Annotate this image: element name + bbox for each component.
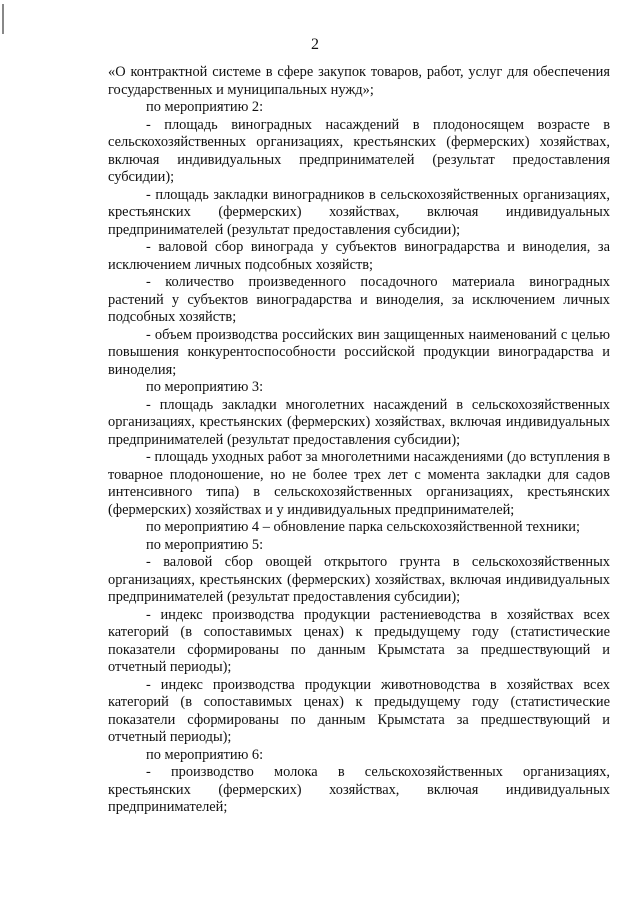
paragraph: - валовой сбор овощей открытого грунта в сельскохозяйственных организациях, крестьянских (фермерских) хозяйствах, включая индивидуальных предпринимателей (результат предоставления субсидии); bbox=[108, 554, 610, 605]
paragraph: - объем производства российских вин защищенных наименований с целью повышения конкурентоспособности российской продукции виноградарства и виноделия; bbox=[108, 326, 610, 378]
document-body bbox=[108, 64, 610, 817]
paragraph: - площадь закладки виноградников в сельскохозяйственных организациях, крестьянских (фермерских) хозяйствах, включая индивидуальных предпринимателей (результат предоставления субсидии); bbox=[108, 186, 610, 238]
paragraph: - производство молока в сельскохозяйственных организациях, крестьянских (фермерских) хозяйствах, включая индивидуальных предпринимателей; bbox=[108, 764, 610, 815]
paragraph: - количество произведенного посадочного материала виноградных растений у субъектов виноградарства и виноделия, за исключением личных подсобных хозяйств; bbox=[108, 274, 610, 325]
page-number: 2 bbox=[311, 36, 319, 53]
paragraph: по мероприятию 3: bbox=[146, 379, 264, 395]
paragraph: - валовой сбор винограда у субъектов виноградарства и виноделия, за исключением личных подсобных хозяйств; bbox=[108, 239, 610, 273]
paragraph: «О контрактной системе в сфере закупок товаров, работ, услуг для обеспечения государственных и муниципальных нужд»; bbox=[108, 64, 610, 98]
paragraph: - площадь закладки многолетних насаждений в сельскохозяйственных организациях, крестьянских (фермерских) хозяйствах, включая индивидуальных предпринимателей (результат предоставления субсидии); bbox=[108, 396, 610, 448]
paragraph: по мероприятию 5: bbox=[146, 536, 264, 553]
paragraph: по мероприятию 6: bbox=[146, 746, 264, 763]
paragraph: по мероприятию 4 – обновление парка сельскохозяйственной техники; bbox=[146, 519, 581, 535]
paragraph: - индекс производства продукции растениеводства в хозяйствах всех категорий (в сопоставимых ценах) к предыдущему году (статистические показатели сформированы по данным Крымстата за предшествующий и отчетный периоды); bbox=[108, 606, 610, 675]
paragraph: - площадь уходных работ за многолетними насаждениями (до вступления в товарное плодоношение, но не более трех лет с момента закладки для садов интенсивного типа) в сельскохозяйственных организациях, крестьянских (фермерских) хозяйствах и у индивидуальных предпринимателей; bbox=[108, 449, 610, 518]
scan-edge-mark bbox=[2, 4, 4, 34]
paragraph: - индекс производства продукции животноводства в хозяйствах всех категорий (в сопоставимых ценах) к предыдущему году (статистические показатели сформированы по данным Крымстата за предшествующий и отчетный периоды); bbox=[108, 676, 610, 745]
paragraph: - площадь виноградных насаждений в плодоносящем возрасте в сельскохозяйственных организациях, крестьянских (фермерских) хозяйствах, включая индивидуальных предпринимателей (результат предоставления субсидии); bbox=[108, 116, 610, 185]
paragraph: по мероприятию 2: bbox=[146, 99, 264, 115]
